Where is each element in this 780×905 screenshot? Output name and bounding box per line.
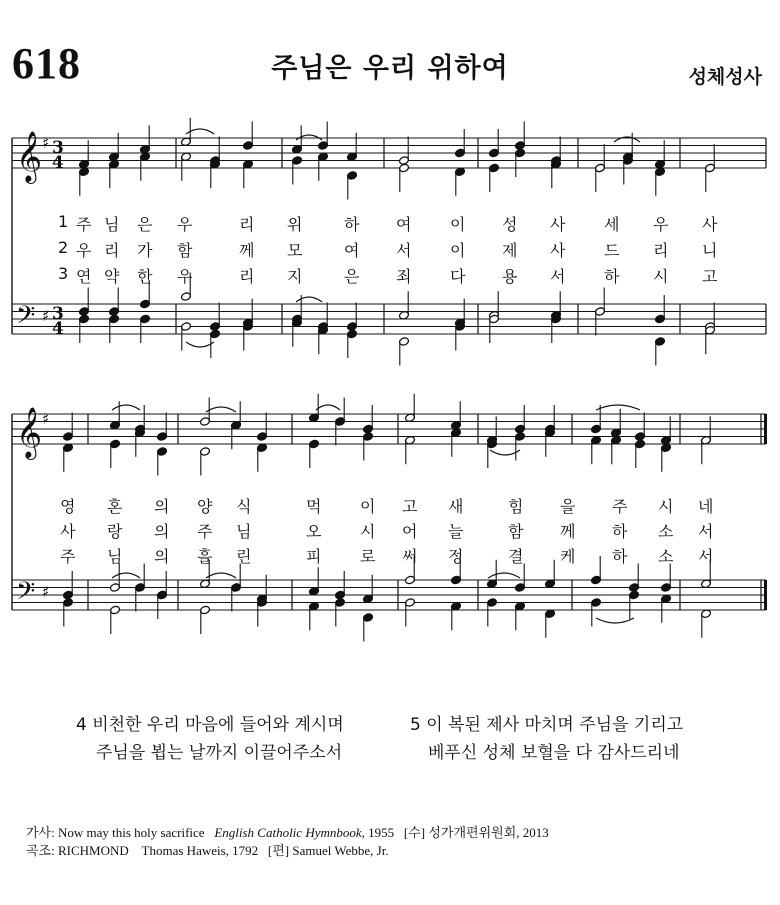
lyric-line-2 (0, 238, 780, 260)
hymn-title: 주님은 우리 위하여 (271, 53, 509, 84)
lyric-syllable: 은 (344, 267, 360, 286)
lyric-syllable: 오 (306, 522, 322, 541)
lyric-syllable: 정 (448, 547, 464, 566)
lyric-syllable: 함 (177, 241, 193, 260)
slur (112, 405, 140, 410)
lyric-syllable: 로 (360, 547, 376, 566)
lyric-syllable: 여 (344, 241, 360, 260)
verse-number: 2 (58, 238, 69, 257)
lyric-syllable: 리 (653, 241, 669, 260)
final-barline-thick (764, 414, 767, 444)
verse-5-line-1 (410, 710, 683, 735)
lyrics-credit (26, 822, 549, 841)
lyric-syllable: 이 (450, 215, 466, 234)
verse-4-line-2: 주님을 뵙는 날까지 이끌어주소서 (96, 743, 343, 763)
lyric-syllable: 사 (550, 241, 566, 260)
hymn-category: 성체성사 (688, 66, 762, 88)
lyric-syllable: 위 (287, 215, 303, 234)
lyric-syllable: 다 (450, 267, 466, 286)
lyric-syllable: 의 (154, 522, 170, 541)
lyric-syllable: 주 (197, 522, 213, 541)
lyric-syllable: 써 (402, 547, 418, 566)
lyric-syllable: 모 (287, 241, 303, 260)
slur (316, 405, 340, 410)
slur (206, 573, 236, 578)
treble-clef-icon: 𝄞 (16, 407, 43, 458)
lyric-syllable: 약 (104, 267, 120, 286)
slur (206, 407, 236, 412)
lyric-syllable: 하 (604, 267, 620, 286)
lyric-syllable: 고 (402, 497, 418, 516)
lyric-syllable: 먹 (306, 497, 322, 516)
bass-clef-icon: 𝄢 (16, 577, 36, 612)
lyric-syllable: 서 (396, 241, 412, 260)
lyric-syllable: 사 (550, 215, 566, 234)
lyric-syllable: 여 (396, 215, 412, 234)
lyric-syllable: 식 (236, 497, 252, 516)
tune-name: RICHMOND (57, 843, 129, 858)
lyric-syllable: 의 (154, 497, 170, 516)
lyric-syllable: 고 (702, 267, 718, 286)
tune-credit (26, 840, 389, 859)
lyric-syllable: 주 (612, 497, 628, 516)
lyric-syllable: 어 (402, 522, 418, 541)
lyric-syllable: 우 (177, 215, 193, 234)
sharp-icon: ♯ (42, 134, 50, 152)
final-barline-thick (764, 580, 767, 610)
lyric-syllable: 은 (137, 215, 153, 234)
lyric-syllable: 니 (702, 241, 718, 260)
lyric-syllable: 주 (60, 547, 76, 566)
lyric-line-6 (0, 544, 780, 566)
lyric-syllable: 네 (698, 497, 714, 516)
time-sig-bottom: 4 (52, 319, 64, 339)
lyric-syllable: 서 (550, 267, 566, 286)
lyric-syllable: 님 (104, 215, 120, 234)
lyric-syllable: 용 (502, 267, 518, 286)
lyric-line-5 (0, 519, 780, 541)
lyric-syllable: 성 (502, 215, 518, 234)
lyric-line-3 (0, 264, 780, 286)
lyric-syllable: 서 (698, 522, 714, 541)
lyric-syllable: 리 (104, 241, 120, 260)
time-sig-top: 3 (52, 304, 64, 324)
treble-clef-icon: 𝄞 (16, 131, 43, 182)
slur (596, 405, 640, 410)
lyric-syllable: 결 (508, 547, 524, 566)
lyric-syllable: 새 (448, 497, 464, 516)
slur (596, 618, 634, 623)
verse-number: 1 (58, 212, 69, 231)
lyric-syllable: 양 (197, 497, 213, 516)
slur (186, 342, 214, 347)
lyrics-label: 가사: (26, 825, 55, 840)
verse-4-text-1: 비천한 우리 마음에 들어와 계시며 (92, 715, 344, 735)
lyric-syllable: 랑 (107, 522, 123, 541)
verse-4-number: 4 (76, 715, 87, 735)
lyric-syllable: 영 (60, 497, 76, 516)
lyric-syllable: 혼 (107, 497, 123, 516)
lyric-syllable: 드 (604, 241, 620, 260)
bass-clef-icon: 𝄢 (16, 301, 36, 336)
lyrics-source: English Catholic Hymnbook (214, 825, 362, 840)
lyric-syllable: 가 (137, 241, 153, 260)
lyric-syllable: 께 (239, 241, 255, 260)
lyric-line-4 (0, 494, 780, 516)
lyric-syllable: 시 (653, 267, 669, 286)
lyric-syllable: 소 (658, 547, 674, 566)
lyric-syllable: 주 (76, 215, 92, 234)
lyric-syllable: 우 (653, 215, 669, 234)
sharp-icon: ♯ (42, 583, 50, 601)
lyric-syllable: 힘 (508, 497, 524, 516)
sharp-icon: ♯ (42, 410, 50, 428)
lyric-syllable: 서 (698, 547, 714, 566)
lyrics-edit: [수] 성가개편위원회, 2013 (403, 825, 549, 840)
lyric-syllable: 연 (76, 267, 92, 286)
lyric-syllable: 우 (177, 267, 193, 286)
verse-5-number: 5 (410, 715, 421, 735)
lyric-syllable: 늘 (448, 522, 464, 541)
lyric-syllable: 이 (360, 497, 376, 516)
lyrics-text: Now may this holy sacrifice (57, 825, 205, 840)
lyric-syllable: 한 (137, 267, 153, 286)
lyric-syllable: 죄 (396, 267, 412, 286)
lyric-syllable: 피 (306, 547, 322, 566)
lyric-syllable: 세 (604, 215, 620, 234)
verse-number: 3 (58, 264, 69, 283)
time-sig-bottom: 4 (52, 153, 64, 173)
lyric-syllable: 사 (702, 215, 718, 234)
lyric-syllable: 께 (560, 522, 576, 541)
lyric-syllable: 우 (76, 241, 92, 260)
verse-4-line-1 (76, 710, 344, 735)
hymn-number: 618 (12, 39, 81, 88)
lyric-syllable: 하 (612, 547, 628, 566)
lyric-syllable: 소 (658, 522, 674, 541)
lyric-syllable: 을 (560, 497, 576, 516)
lyric-syllable: 님 (236, 522, 252, 541)
lyric-syllable: 케 (560, 547, 576, 566)
lyric-syllable: 시 (658, 497, 674, 516)
slur (296, 297, 322, 302)
verse-5-line-2: 베푸신 성체 보혈을 다 감사드리네 (428, 743, 680, 763)
lyric-syllable: 리 (239, 267, 255, 286)
lyric-syllable: 린 (236, 547, 252, 566)
lyric-syllable: 하 (344, 215, 360, 234)
sharp-icon: ♯ (42, 307, 50, 325)
verse-5-text-1: 이 복된 제사 마치며 주님을 기리고 (426, 715, 684, 735)
lyric-syllable: 사 (60, 522, 76, 541)
tune-composer: Thomas Haweis, 1792 (141, 843, 259, 858)
lyric-syllable: 지 (287, 267, 303, 286)
lyric-syllable: 의 (154, 547, 170, 566)
lyric-syllable: 흘 (197, 547, 213, 566)
lyrics-year: , 1955 (361, 825, 395, 840)
tune-label: 곡조: (26, 843, 55, 858)
time-sig-top: 3 (52, 138, 64, 158)
lyric-syllable: 이 (450, 241, 466, 260)
lyric-line-1 (0, 212, 780, 234)
lyric-syllable: 함 (508, 522, 524, 541)
lyric-syllable: 리 (239, 215, 255, 234)
lyric-syllable: 님 (107, 547, 123, 566)
tune-arranger: [편] Samuel Webbe, Jr. (267, 843, 389, 858)
lyric-syllable: 제 (502, 241, 518, 260)
lyric-syllable: 시 (360, 522, 376, 541)
lyric-syllable: 하 (612, 522, 628, 541)
slur (488, 573, 520, 578)
slur (112, 573, 140, 578)
